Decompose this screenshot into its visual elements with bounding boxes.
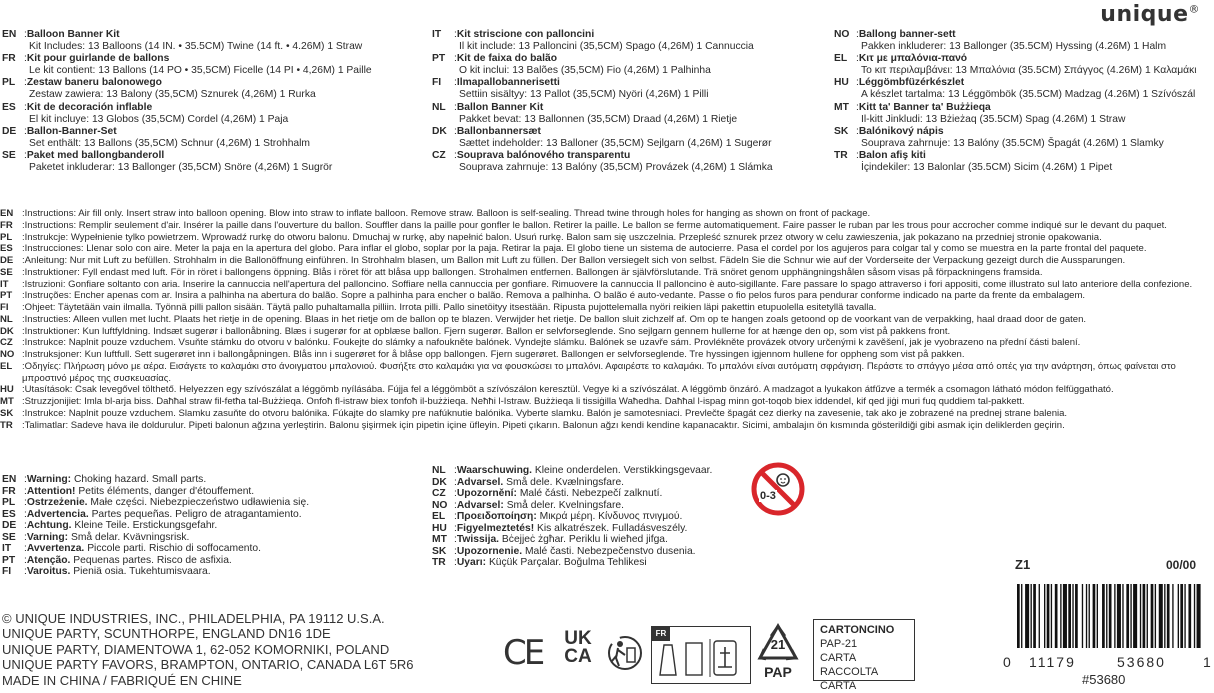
kit-contents: Paketet inkluderar: 13 Ballonger (35,5CM) Snöre (4,26M) 1 Sugrör xyxy=(29,162,333,174)
kit-title: : Kit striscione con palloncini xyxy=(454,29,773,41)
address-block xyxy=(2,611,414,688)
instruction-text: : Anleitung: Nur mit Luft zu befüllen. Strohhalm in die Ballonöffnung einführen. In Strohhalm blasen, um Ballon mit Luft zu füllen. Der Ballon versiegelt sich von selbst. Fädeln Sie die Schnur wie auf der Vorderseite der Verpackung gezeigt durch die Aussparungen. xyxy=(22,255,1214,267)
warning-label: : Προειδοποίηση: xyxy=(454,511,537,522)
warning-row xyxy=(2,509,309,521)
warning-label: : Figyelmeztetés! xyxy=(454,523,534,534)
lang-code: NL xyxy=(0,313,13,325)
kit-title: : Ballong banner-sett xyxy=(856,29,1197,41)
recycle-label: PAP xyxy=(764,664,792,680)
barcode-digit-1: 0 xyxy=(1003,654,1011,670)
lang-code: FR xyxy=(2,485,16,497)
kit-title: : Kit de decoración inflable xyxy=(24,102,372,114)
ukca-mark-icon xyxy=(558,630,598,666)
lang-code: EN xyxy=(2,29,17,40)
instruction-row xyxy=(0,302,1214,314)
carton-line-2: PAP-21 xyxy=(820,638,858,650)
warning-row xyxy=(2,555,309,567)
barcode-digit-last: 1 xyxy=(1203,654,1211,670)
warning-row xyxy=(432,465,712,477)
sorting-icons xyxy=(652,627,750,683)
address-line: © UNIQUE INDUSTRIES, INC., PHILADELPHIA, PA 19112 U.S.A. xyxy=(2,611,385,626)
instruction-text: : Instruksjoner: Kun luftfull. Sett sugerøret inn i ballongåpningen. Blås inn i sugerøret for å blåse opp ballongen. Fjern sugerøret. Ballongen er selvforseglende. Tre hyssingen igjennom hullene for oppheng som vist på pakken. xyxy=(22,349,1214,361)
warning-text: Små delar. Kvävningsrisk. xyxy=(70,531,190,543)
kit-entry xyxy=(432,77,773,101)
lang-code: CZ xyxy=(432,149,446,161)
lang-code: FI xyxy=(432,77,442,89)
warning-row xyxy=(432,523,712,535)
kit-title: : Kit pour guirlande de ballons xyxy=(24,53,372,65)
kit-contents: İçindekiler: 13 Balonlar (35.5CM) Sicim (4.26M) 1 Pipet xyxy=(861,162,1113,174)
kit-contents: Sættet indeholder: 13 Balloner (35,5CM) Sejlgarn (4,26M) 1 Sugerør xyxy=(459,137,772,149)
warning-text: Kleine Teile. Erstickungsgefahr. xyxy=(74,520,218,532)
kit-contents: O kit inclui: 13 Balões (35,5CM) Fio (4,26M) 1 Palhinha xyxy=(459,65,711,77)
warning-text: Kleine onderdelen. Verstikkingsgevaar. xyxy=(534,465,713,476)
warning-row xyxy=(2,566,309,578)
instruction-text: : Utasítások: Csak levegővel tölthető. Helyezzen egy szívószálat a léggömb nyílásába. Fújja fel a léggömböt a szívószálon keresztül. Vegye ki a szívószálat. A léggömb önzáró. A madzagot a lyukakon átfűzve a termék a csomagon látható módon felfüggatható. xyxy=(22,384,1214,396)
kit-contents: Settiin sisältyy: 13 Pallot (35,5CM) Nyöri (4,26M) 1 Pilli xyxy=(459,89,709,101)
kit-contents: Souprava zahrnuje: 13 Balóny (35,5CM) Provázek (4,26M) 1 Slámka xyxy=(459,162,773,174)
lang-code: ES xyxy=(0,243,13,255)
ce-mark-icon: CE xyxy=(503,633,543,673)
warning-row xyxy=(2,497,309,509)
instruction-text: : Ohjeet: Täytetään vain ilmalla. Työnnä pilli pallon sisään. Täytä pallo puhaltamalla pilliin. Irrota pilli. Pallo sinetöityy itsestään. Ripusta pujottelemalla nyöri reikien läpi pakettin etupuolella esitetyllä tavalla. xyxy=(22,302,1214,314)
warning-label: : Ostrzeżenie. xyxy=(24,497,88,508)
instruction-row xyxy=(0,243,1214,255)
warning-row xyxy=(432,511,712,523)
warning-text: Partes pequeñas. Peligro de atragantamiento. xyxy=(91,508,302,520)
kit-title: : Ballon-Banner-Set xyxy=(24,126,372,138)
lang-code: SE xyxy=(0,266,13,278)
instruction-row xyxy=(0,326,1214,338)
kit-entry xyxy=(834,126,1197,150)
kit-contents: Pakken inkluderer: 13 Ballonger (35.5CM) Hyssing (4.26M) 1 Halm xyxy=(861,41,1167,53)
lang-code: MT xyxy=(0,396,14,407)
kit-title: : Balónikový nápis xyxy=(856,126,1197,138)
instruction-text: : Instructions: Remplir seulement d'air. Insérer la paille dans l'ouverture du ballon. Souffler dans la paille pour gonfler le ballon. Retirer la paille. Le ballon se ferme automatiquement. Faire passer le ruban par les trous pour accrocher comme indiqué sur le devant du paquet. xyxy=(22,220,1214,232)
fr-tag: FR xyxy=(652,627,670,641)
lang-code: HU xyxy=(0,384,14,396)
kit-contents: Le kit contient: 13 Ballons (14 PO • 35,5CM) Ficelle (14 PI • 4,26M) 1 Paille xyxy=(29,65,372,77)
lang-code: DE xyxy=(2,520,17,532)
instruction-row xyxy=(0,279,1214,291)
kit-entry xyxy=(834,29,1197,53)
kit-contents: Pakket bevat: 13 Ballonnen (35,5CM) Draad (4,26M) 1 Rietje xyxy=(459,113,738,125)
instruction-text: : Instruktioner: Fyll endast med luft. För in röret i ballongens öppning. Blås i röret för att blåsa upp ballongen. Strohalmen entfernen. Ballongen är självförslutande. Trä snöret genom upphängningshålen såsom visas på förpackningens framsida. xyxy=(22,267,1214,279)
lang-code: EL xyxy=(432,511,446,523)
lang-code: FI xyxy=(2,566,12,578)
lang-code: EN xyxy=(2,474,17,485)
triman-info-box xyxy=(651,626,751,684)
lang-code: SK xyxy=(432,545,447,557)
warning-row xyxy=(432,488,712,500)
instructions-block xyxy=(0,208,1214,431)
warning-text: Małe części. Niebezpieczeństwo udławienia się. xyxy=(90,497,310,509)
lang-code: CZ xyxy=(432,488,446,500)
kit-contents: Το κιτ περιλαμβάνει: 13 Μπαλόνια (35.5CM) Σπάγγος (4.26M) 1 Καλαμάκι xyxy=(861,65,1197,77)
kit-contents: Kit Includes: 13 Balloons (14 IN. • 35.5CM) Twine (14 ft. • 4.26M) 1 Straw xyxy=(29,41,363,53)
kit-contents: Souprava zahrnuje: 13 Balóny (35.5CM) Špagát (4.26M) 1 Slamky xyxy=(861,137,1164,149)
kit-entry xyxy=(834,77,1197,101)
address-line: UNIQUE PARTY, DIAMENTOWA 1, 62-052 KOMORNIKI, POLAND xyxy=(2,641,390,657)
lang-code: FI xyxy=(0,302,9,313)
instruction-row xyxy=(0,232,1214,244)
lang-code: EN xyxy=(0,208,14,219)
kit-title: : Souprava balónového transparentu xyxy=(454,150,773,162)
lang-code: PT xyxy=(2,554,16,566)
instruction-row xyxy=(0,349,1214,361)
warning-row xyxy=(2,520,309,532)
carton-line-1: CARTONCINO xyxy=(820,624,895,636)
lang-code: PL xyxy=(2,77,16,89)
kit-entry xyxy=(432,102,773,126)
lang-code: FR xyxy=(2,53,16,65)
instruction-text: : Struzzjonijiet: Imla bl-arja biss. Daħħal straw fil-fetħa tal-Bużżieqa. Onfoħ fl-istraw biex tonfoħ il-bużżieqa. Neħħi l-Istraw. Bużżieqa li tissiġilla Waħedha. Daħħal l-ispag minn got-toqob biex iddendel, kif qed jiġi muri fuq quddiem tal-pakkett. xyxy=(22,396,1214,408)
address-line: UNIQUE PARTY FAVORS, BRAMPTON, ONTARIO, CANADA L6T 5R6 xyxy=(2,657,414,673)
warning-text: Malé časti. Nebezpečenstvo dusenia. xyxy=(524,545,696,557)
warnings-right xyxy=(432,465,712,569)
instruction-row xyxy=(0,314,1214,326)
instruction-row xyxy=(0,420,1214,432)
kit-entry xyxy=(432,150,773,174)
ukca-top: UK xyxy=(564,628,592,649)
instruction-row xyxy=(0,337,1214,349)
kit-title: : Balon afiş kiti xyxy=(856,150,1197,162)
sku-number: #53680 xyxy=(1082,672,1126,687)
lang-code: EL xyxy=(834,53,848,65)
warning-label: : Varoitus. xyxy=(24,566,70,577)
lang-code: EL xyxy=(0,360,13,372)
kit-title: : Ballonbannersæt xyxy=(454,126,773,138)
kit-column-3 xyxy=(834,29,1197,174)
warning-text: Pequenas partes. Risco de asfixia. xyxy=(73,554,232,566)
lang-code: DK xyxy=(432,125,447,137)
barcode-digit-group-2: 53680 xyxy=(1117,654,1166,670)
instruction-text: : Instrukce: Naplnit pouze vzduchem. Vsuňte stámku do otvoru v balónku. Foukejte do slámky a nafoukněte balónek. Vyndejte slámku. Balónek se uzavře sám. Provlékněte provázek otvory určenými k zavěšení, jak je vyobrazeno na přední části balení. xyxy=(22,337,1214,349)
warning-text: Små deler. Kvelningsfare. xyxy=(506,499,625,511)
kit-title: : Ilmapallobannerisetti xyxy=(454,77,773,89)
warning-label: : Attention! xyxy=(24,486,75,497)
warning-label: : Avvertenza. xyxy=(24,543,84,554)
kit-contents: A készlet tartalma: 13 Léggömbök (35.5CM) Madzag (4.26M) 1 Szívószál xyxy=(861,89,1196,101)
warning-label: : Advarsel. xyxy=(454,477,503,488)
lang-code: NO xyxy=(834,29,850,40)
triman-icon xyxy=(605,633,645,673)
kit-title: : Ballon Banner Kit xyxy=(454,102,773,114)
lang-code: NL xyxy=(432,101,446,113)
kit-entry xyxy=(834,150,1197,174)
kit-contents: Il kit include: 13 Palloncini (35,5CM) Spago (4,26M) 1 Cannuccia xyxy=(459,41,754,53)
kit-entry xyxy=(432,126,773,150)
lang-code: SE xyxy=(2,531,16,543)
lang-code: PT xyxy=(432,53,446,65)
kit-entry xyxy=(2,150,372,174)
lang-code: NO xyxy=(0,349,15,360)
ukca-bottom: CA xyxy=(564,646,592,667)
instruction-row xyxy=(0,408,1214,420)
kit-contents: Il-kitt Jinkludi: 13 Bżieżaq (35.5CM) Spag (4.26M) 1 Straw xyxy=(861,113,1126,125)
instruction-row xyxy=(0,208,1214,220)
warning-text: Kis alkatrészek. Fulladásveszély. xyxy=(537,522,688,534)
kit-title: : Kitt ta' Banner ta' Bużżieqa xyxy=(856,102,1197,114)
logo-text: unique xyxy=(1100,2,1189,27)
z-code: Z1 xyxy=(1015,557,1031,572)
warning-label: : Varning: xyxy=(24,532,68,543)
lang-code: CZ xyxy=(0,337,13,349)
lang-code: PT xyxy=(0,290,13,302)
lang-code: IT xyxy=(2,543,12,555)
instruction-row xyxy=(0,255,1214,267)
lang-code: DK xyxy=(0,325,14,337)
kit-column-2 xyxy=(432,29,773,174)
warning-row xyxy=(432,534,712,546)
kit-title: : Léggömbfüzérkészlet xyxy=(856,77,1197,89)
instruction-text: : Talimatlar: Sadeve hava ile doldurulur. Pipeti balonun ağzına yerleştirin. Balonu şişirmek için pipetin içine üfleyin. Pipeti çıkarın. Balonun ağzı kendi kendine kapanacaktır. Sicimi, ambalajın ön kısmında gösterildiği gibi asmak için deliklerden geçirin. xyxy=(22,420,1214,432)
lang-code: IT xyxy=(0,278,9,290)
lang-code: PL xyxy=(0,231,13,243)
warning-label: : Advarsel: xyxy=(454,500,504,511)
age-badge-text: 0-3 xyxy=(760,490,776,502)
warning-label: : Achtung. xyxy=(24,520,72,531)
unique-logo xyxy=(1100,2,1200,27)
kit-contents: El kit incluye: 13 Globos (35,5CM) Cordel (4,26M) 1 Paja xyxy=(29,113,289,125)
carton-line-3: CARTA xyxy=(820,652,857,664)
warnings-left xyxy=(2,474,309,578)
lang-code: IT xyxy=(432,29,442,40)
warning-label: : Twissija. xyxy=(454,534,499,545)
address-line: MADE IN CHINA / FABRIQUÉ EN CHINE xyxy=(2,672,242,688)
kit-column-1 xyxy=(2,29,372,174)
warning-text: Små dele. Kvælningsfare. xyxy=(506,476,625,488)
warning-row xyxy=(2,532,309,544)
carton-box xyxy=(813,619,915,692)
lang-code: DK xyxy=(432,476,447,488)
lang-code: NO xyxy=(432,499,448,511)
warning-label: : Upozornenie. xyxy=(454,546,522,557)
warning-text: Μικρά μέρη. Κίνδυνος πνιγμού. xyxy=(539,511,683,523)
kit-entry xyxy=(2,77,372,101)
warning-row xyxy=(2,474,309,486)
kit-title: : Paket med ballongbanderoll xyxy=(24,150,372,162)
warning-text: Küçük Parçalar. Boğulma Tehlikesi xyxy=(488,557,647,569)
lang-code: NL xyxy=(432,465,446,476)
lang-code: HU xyxy=(834,77,849,89)
registered-mark: ® xyxy=(1188,2,1200,16)
warning-row xyxy=(432,546,712,558)
warning-label: : Atenção. xyxy=(24,555,70,566)
page-code: 00/00 xyxy=(1166,558,1197,572)
kit-entry xyxy=(2,29,372,53)
warning-text: Bċejjeċ żgħar. Periklu li wieħed jifga. xyxy=(501,534,668,546)
warning-label: : Waarschuwing. xyxy=(454,465,532,476)
warning-text: Petits éléments, danger d'étouffement. xyxy=(78,485,255,497)
kit-entry xyxy=(2,126,372,150)
kit-entry xyxy=(432,29,773,53)
instruction-row xyxy=(0,396,1214,408)
kit-contents: Zestaw zawiera: 13 Balony (35,5CM) Sznurek (4,26M) 1 Rurka xyxy=(29,89,316,101)
warning-row xyxy=(432,477,712,489)
lang-code: ES xyxy=(2,508,16,520)
lang-code: DE xyxy=(0,255,14,266)
warning-label: : Upozornění: xyxy=(454,488,517,499)
barcode-digit-group-1: 11179 xyxy=(1029,654,1076,670)
warning-row xyxy=(2,543,309,555)
kit-entry xyxy=(432,53,773,77)
instruction-row xyxy=(0,220,1214,232)
warning-text: Piccole parti. Rischio di soffocamento. xyxy=(87,543,261,555)
lang-code: TR xyxy=(0,419,13,431)
kit-title: : Κιτ με μπαλόνια-πανό xyxy=(856,53,1197,65)
lang-code: TR xyxy=(834,149,848,161)
recycle-triangle-icon xyxy=(756,622,800,684)
lang-code: SK xyxy=(834,125,849,137)
instruction-text: : Instruções: Encher apenas com ar. Insira a palhinha na abertura do balão. Sopre a palhinha para encher o balão. Remova a palhinha. O balão é auto-vedante. Passe o fio pelos furos para pendurar conforme indicado na parte da frente da embalagem. xyxy=(22,290,1214,302)
lang-code: HU xyxy=(432,522,447,534)
no-small-parts-icon xyxy=(750,461,806,517)
kit-title: : Kit de faixa do balão xyxy=(454,53,773,65)
kit-entry xyxy=(834,53,1197,77)
instruction-text: : Instrucciones: Llenar solo con aire. Meter la paja en la apertura del globo. Para inflar el globo, soplar por la paja. Retirar la paja. El globo tiene un sistema de autocierre. Pasa el cordel por los agujeros para colgar tal y como se muestra en la parte frontal del paquete. xyxy=(22,243,1214,255)
instruction-text: : Instrukce: Naplnit pouze vzduchem. Slamku zasuňte do otvoru balónika. Fúkajte do slamky pre nafúknutie balónika. Vyberte slamku. Balón je samotesniaci. Prevlečte špagát cez dierky na zavesenie, tak ako je zobrazené na prednej strane balenia. xyxy=(22,408,1214,420)
instruction-text: : Instructions: Air fill only. Insert straw into balloon opening. Blow into straw to inflate balloon. Remove straw. Balloon is self-sealing. Thread twine through holes for hanging as shown on front of package. xyxy=(22,208,1214,220)
recycle-number: 21 xyxy=(770,637,786,652)
warning-label: : Warning: xyxy=(24,474,71,485)
instruction-text: : Οδηγίες: Πλήρωση μόνο με αέρα. Εισάγετε το καλαμάκι στο άνοιγματου μπαλονιού. Φυσήξτε στο καλαμάκι για να φουσκώσει το μπαλόνι. Αφαιρέστε το καλαμάκι. Το μπαλόνι είναι αυτόματη σφράγιση. Περάστε το σπάγγο μέσα από οπές για την ανάρτηση, όπως φαίνεται στο μπροστινό μέρος της συσκευασίας. xyxy=(22,361,1214,385)
warning-row xyxy=(432,500,712,512)
lang-code: DE xyxy=(2,125,17,137)
instruction-text: : Instruktioner: Kun luftfyldning. Indsæt sugerør i ballonåbning. Blæs i sugerør for at opblæse ballon. Fjern sugerør. Ballon er selvforseglende. Sno sejlgarn gennem hullerne for at hænge den op, som vist på pakkens front. xyxy=(22,326,1214,338)
lang-code: SE xyxy=(2,149,16,161)
instruction-row xyxy=(0,267,1214,279)
lang-code: FR xyxy=(0,219,13,231)
lang-code: ES xyxy=(2,101,16,113)
lang-code: TR xyxy=(432,557,446,569)
carton-line-4: RACCOLTA CARTA xyxy=(820,666,878,692)
warning-row xyxy=(432,557,712,569)
barcode-icon xyxy=(1013,584,1203,648)
warning-text: Malé části. Nebezpečí zalknutí. xyxy=(519,488,663,500)
warning-text: Choking hazard. Small parts. xyxy=(73,474,207,485)
lang-code: SK xyxy=(0,407,14,419)
lang-code: MT xyxy=(432,534,447,546)
kit-contents: Set enthält: 13 Ballons (35,5CM) Schnur (4,26M) 1 Strohhalm xyxy=(29,137,311,149)
lang-code: PL xyxy=(2,497,16,509)
instruction-row xyxy=(0,361,1214,385)
kit-title: : Zestaw baneru balonowego xyxy=(24,77,372,89)
instruction-text: : Istruzioni: Gonfiare soltanto con aria. Inserire la cannuccia nell'apertura del palloncino. Soffiare nella cannuccia per gonfiare. Rimuovere la cannuccia Il palloncino è auto-sigillante. Fare passare lo spago attraverso i fori appositi, come illustrato sul lato anteriore della confezione. xyxy=(22,279,1214,291)
kit-entry xyxy=(2,53,372,77)
instruction-row xyxy=(0,384,1214,396)
instruction-row xyxy=(0,290,1214,302)
warning-label: : Advertencia. xyxy=(24,509,89,520)
instruction-text: : Instrukcje: Wypełnienie tylko powietrzem. Wprowadź rurkę do otworu balonu. Dmuchaj w rurkę, aby napełnić balon. Usuń rurkę. Balon sam się uszczelnia. Przepleść sznurek przez otwory w celu zawieszenia, jak pokazano na przedniej stronie opakowania. xyxy=(22,232,1214,244)
warning-text: Pieniä osia. Tukehtumisvaara. xyxy=(73,566,211,578)
kit-entry xyxy=(834,102,1197,126)
instruction-text: : Instructies: Alleen vullen met lucht. Plaats het rietje in de opening. Blaas in het rietje om de ballon op te blazen. Verwijder het rietje. De ballon sluit zichzelf af. Om op te hangen zoals getoond op de voorkant van de verpakking, haal draad door de gaten. xyxy=(22,314,1214,326)
kit-title: : Balloon Banner Kit xyxy=(24,29,372,41)
warning-row xyxy=(2,486,309,498)
lang-code: MT xyxy=(834,101,849,113)
kit-entry xyxy=(2,102,372,126)
warning-label: : Uyarı: xyxy=(454,557,486,568)
address-line: UNIQUE PARTY, SCUNTHORPE, ENGLAND DN16 1DE xyxy=(2,626,331,642)
